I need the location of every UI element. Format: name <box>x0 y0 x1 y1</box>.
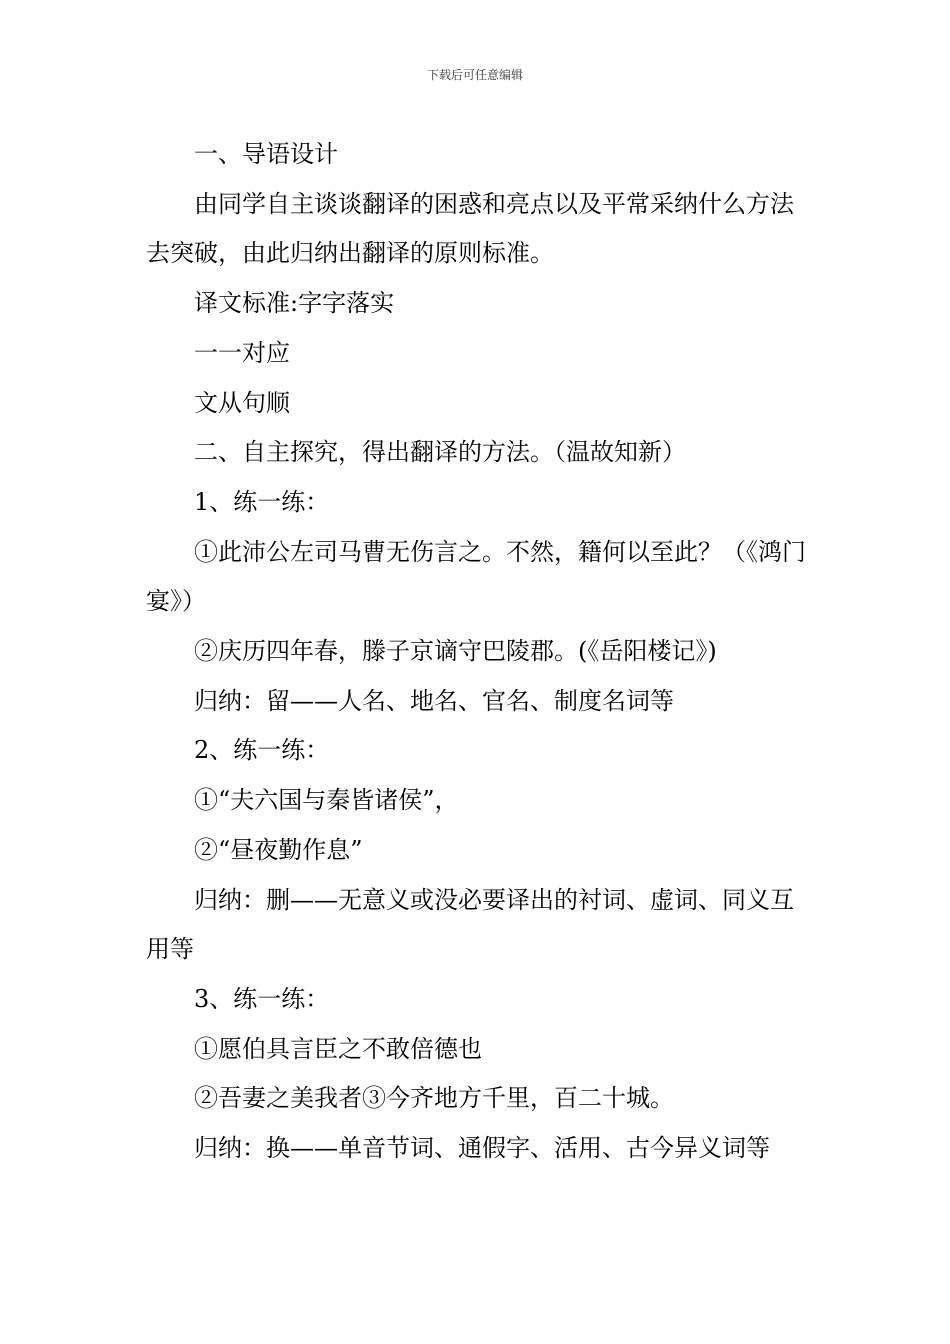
summary-line: 归纳：换——单音节词、通假字、活用、古今异义词等 <box>194 1134 770 1163</box>
summary-line: 归纳：留——人名、地名、官名、制度名词等 <box>194 686 674 715</box>
paragraph: 译文标准:字字落实 <box>194 289 395 318</box>
paragraph: 由同学自主谈谈翻译的困惑和亮点以及平常采纳什么方法去突破，由此归纳出翻译的原则标准。 <box>146 189 794 268</box>
exercise-item: ②吾妻之美我者③今齐地方千里，百二十城。 <box>194 1084 674 1113</box>
exercise-heading: 2、练一练： <box>194 736 330 765</box>
exercise-item: ①此沛公左司马曹无伤言之。不然，籍何以至此？（《鸿门宴》） <box>146 537 806 616</box>
exercise-heading: 3、练一练： <box>194 984 330 1013</box>
document-body <box>146 130 808 1174</box>
exercise-item: ②庆历四年春，滕子京谪守巴陵郡。(《岳阳楼记》) <box>194 637 717 666</box>
page-header: 下载后可任意编辑 <box>426 68 523 82</box>
exercise-item: ②“昼夜勤作息” <box>194 835 363 864</box>
paragraph: 文从句顺 <box>194 388 290 417</box>
exercise-heading: 1、练一练： <box>194 487 330 516</box>
paragraph: 一一对应 <box>194 338 290 367</box>
section-heading-intro: 一、导语设计 <box>194 140 338 168</box>
exercise-item: ①愿伯具言臣之不敢倍德也 <box>194 1034 482 1063</box>
exercise-item: ①“夫六国与秦皆诸侯”， <box>194 786 459 815</box>
section-heading-explore: 二、自主探究，得出翻译的方法。（温故知新） <box>194 438 686 467</box>
summary-line: 归纳：删——无意义或没必要译出的衬词、虚词、同义互用等 <box>146 885 794 964</box>
